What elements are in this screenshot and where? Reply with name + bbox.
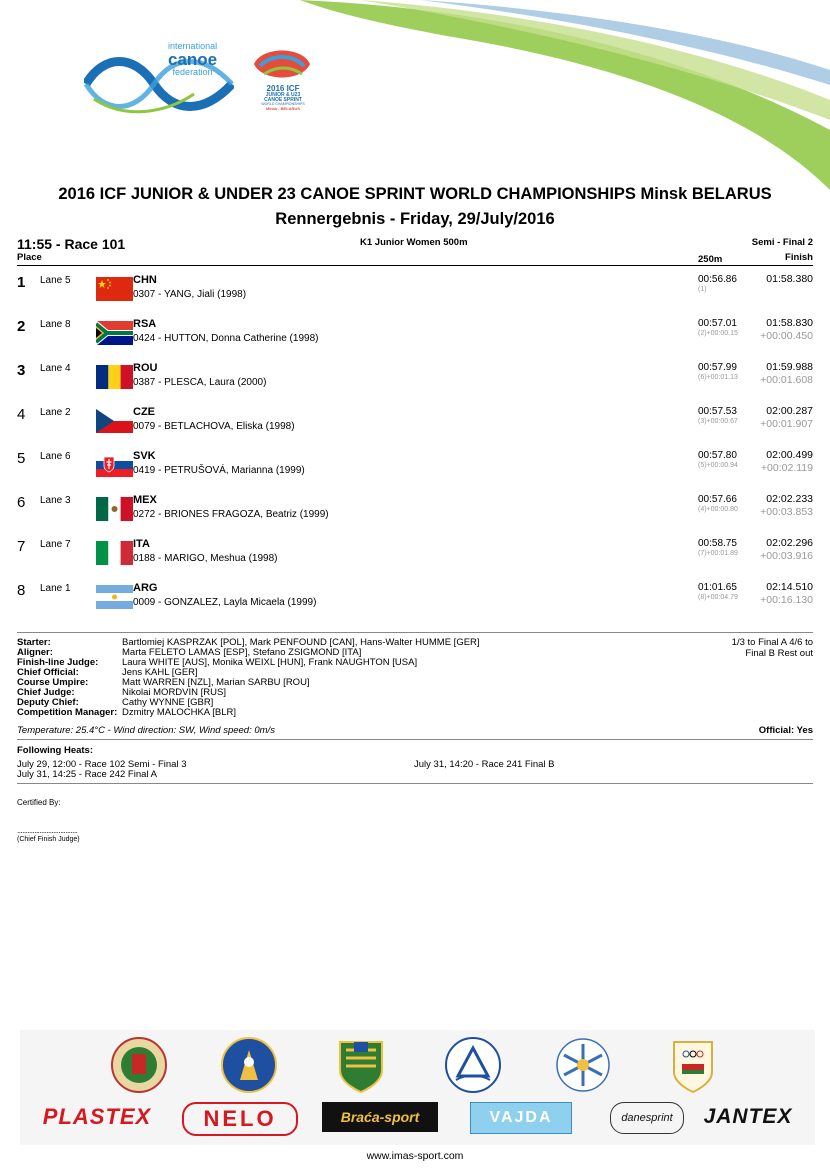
finish-diff: +00:01.907 — [760, 418, 813, 430]
coat-of-arms-emblem-icon — [110, 1036, 168, 1094]
flag-arg-icon — [96, 585, 133, 609]
sponsor-jantex-logo: JANTEX — [703, 1105, 793, 1128]
flag-ita-icon — [96, 541, 133, 565]
place: 3 — [17, 362, 26, 379]
finish-diff: +00:02.119 — [760, 462, 813, 474]
progression-line: 1/3 to Final A 4/6 to — [731, 637, 813, 648]
split-diff: (6)+00:01.13 — [698, 374, 738, 381]
result-row — [0, 534, 830, 578]
finish-diff: +00:03.916 — [760, 550, 813, 562]
place: 6 — [17, 494, 26, 511]
lane: Lane 5 — [40, 275, 71, 286]
split-diff: (8)+00:04.79 — [698, 594, 738, 601]
place: 4 — [17, 406, 26, 423]
progression-rule — [732, 637, 813, 659]
column-header-place: Place — [17, 252, 42, 263]
finish-time: 02:00.499 — [766, 449, 813, 461]
official-value: Marta FELETO LAMAS [ESP], Stefano ZSIGMOND [ITA] — [122, 647, 362, 658]
nation-code: SVK — [133, 450, 156, 462]
athlete-name: 0387 - PLESCA, Laura (2000) — [133, 377, 267, 388]
icf-logo-line: federation — [172, 67, 213, 77]
athlete-name: 0009 - GONZALEZ, Layla Micaela (1999) — [133, 597, 317, 608]
regional-shield-icon — [332, 1036, 390, 1094]
sponsor-braca-sport-logo: Braća-sport — [322, 1102, 438, 1132]
lane: Lane 7 — [40, 539, 71, 550]
official-value: Bartlomiej KASPRZAK [POL], Mark PENFOUND [CAN], Hans-Walter HUMME [GER] — [122, 637, 480, 648]
official-label: Competition Manager: — [17, 707, 118, 718]
event-logo-icon — [252, 44, 312, 84]
chief-finish-judge-label: (Chief Finish Judge) — [17, 836, 80, 843]
split-diff: (2)+00:00.15 — [698, 330, 738, 337]
lane: Lane 1 — [40, 583, 71, 594]
result-row — [0, 446, 830, 490]
place: 5 — [17, 450, 26, 467]
event-logo-line: CANOE SPRINT — [264, 97, 302, 103]
flag-svk-icon — [96, 453, 133, 477]
footer-url: www.imas-sport.com — [366, 1150, 464, 1162]
sponsor-banner — [20, 1030, 815, 1145]
finish-time: 01:58.830 — [766, 317, 813, 329]
result-row — [0, 402, 830, 446]
race-name: K1 Junior Women 500m — [360, 237, 468, 248]
lane: Lane 2 — [40, 407, 71, 418]
progression-line: Final B Rest out — [745, 648, 813, 659]
athlete-name: 0272 - BRIONES FRAGOZA, Beatriz (1999) — [133, 509, 329, 520]
following-heat: July 31, 14:25 - Race 242 Final A — [17, 769, 157, 780]
split-diff: (7)+00:01.89 — [698, 550, 738, 557]
flag-rsa-icon — [96, 321, 133, 345]
athlete-name: 0307 - YANG, Jiali (1998) — [133, 289, 247, 300]
official-label: Finish-line Judge: — [17, 657, 99, 668]
following-heat: July 31, 14:20 - Race 241 Final B — [414, 759, 555, 770]
nation-code: CZE — [133, 406, 155, 418]
document-subtitle: Rennergebnis - Friday, 29/July/2016 — [275, 210, 555, 228]
split-time: 00:57.99 — [698, 362, 737, 373]
snowflake-emblem-icon — [554, 1036, 612, 1094]
result-row — [0, 358, 830, 402]
finish-time: 02:00.287 — [766, 405, 813, 417]
following-heat: July 29, 12:00 - Race 102 Semi - Final 3 — [17, 759, 187, 770]
official-label: Chief Judge: — [17, 687, 75, 698]
split-time: 01:01.65 — [698, 582, 737, 593]
divider — [17, 265, 813, 266]
finish-time: 02:14.510 — [766, 581, 813, 593]
lane: Lane 6 — [40, 451, 71, 462]
following-heats-title: Following Heats: — [17, 745, 93, 756]
result-row — [0, 314, 830, 358]
race-phase: Semi - Final 2 — [751, 237, 813, 248]
result-row — [0, 578, 830, 622]
finish-diff: +00:03.853 — [760, 506, 813, 518]
split-diff: (4)+00:00.80 — [698, 506, 738, 513]
lane: Lane 8 — [40, 319, 71, 330]
split-time: 00:56.86 — [698, 274, 737, 285]
signature-line: ................................... — [17, 826, 78, 835]
nation-code: ITA — [133, 538, 150, 550]
flag-cze-icon — [96, 409, 133, 433]
lane: Lane 4 — [40, 363, 71, 374]
athlete-name: 0188 - MARIGO, Meshua (1998) — [133, 553, 278, 564]
event-logo-line: JUNIOR & U23 — [265, 92, 301, 98]
split-time: 00:57.01 — [698, 318, 737, 329]
weather-info: Temperature: 25.4°C - Wind direction: SW, Wind speed: 0m/s — [17, 725, 275, 736]
place: 8 — [17, 582, 26, 599]
race-time-number: 11:55 - Race 101 — [17, 236, 126, 252]
official-status: Official: Yes — [758, 725, 813, 736]
official-value: Jens KAHL [GER] — [122, 667, 198, 678]
event-logo-line: 2016 ICF — [266, 84, 300, 93]
nation-code: RSA — [133, 318, 157, 330]
sponsor-vajda-logo: VAJDA — [470, 1102, 572, 1134]
divider — [17, 783, 813, 784]
official-value: Matt WARREN [NZL], Marian SARBU [ROU] — [122, 677, 310, 688]
result-row — [0, 490, 830, 534]
divider — [17, 739, 813, 740]
sponsor-plastex-logo: PLASTEX — [42, 1104, 152, 1129]
official-label: Course Umpire: — [17, 677, 89, 688]
finish-diff: +00:01.608 — [760, 374, 813, 386]
finish-diff: +00:16.130 — [760, 594, 813, 606]
split-diff: (3)+00:00.67 — [698, 418, 738, 425]
flag-mex-icon — [96, 497, 133, 521]
official-label: Starter: — [17, 637, 51, 648]
split-time: 00:58.75 — [698, 538, 737, 549]
icf-logo-text — [168, 42, 217, 77]
nation-code: CHN — [133, 274, 157, 286]
city-emblem-icon — [220, 1036, 278, 1094]
athlete-name: 0424 - HUTTON, Donna Catherine (1998) — [133, 333, 319, 344]
nation-code: MEX — [133, 494, 157, 506]
official-value: Dzmitry MALOCHKA [BLR] — [122, 707, 237, 718]
official-value: Laura WHITE [AUS], Monika WEIXL [HUN], Frank NAUGHTON [USA] — [122, 657, 418, 668]
athlete-name: 0079 - BETLACHOVA, Eliska (1998) — [133, 421, 295, 432]
split-diff: (5)+00:00.94 — [698, 462, 738, 469]
nation-code: ARG — [133, 582, 158, 594]
divider — [17, 632, 813, 633]
official-label: Chief Official: — [17, 667, 79, 678]
finish-time: 01:58.380 — [766, 273, 813, 285]
place: 7 — [17, 538, 26, 555]
column-header-finish: Finish — [785, 252, 813, 263]
nation-code: ROU — [133, 362, 158, 374]
finish-time: 02:02.296 — [766, 537, 813, 549]
olympic-committee-emblem-icon — [664, 1036, 722, 1094]
result-row — [0, 270, 830, 314]
lane: Lane 3 — [40, 495, 71, 506]
official-label: Aligner: — [17, 647, 53, 658]
finish-time: 01:59.988 — [766, 361, 813, 373]
event-logo-text — [254, 85, 312, 111]
athlete-name: 0419 - PETRUŠOVÁ, Marianna (1999) — [133, 465, 305, 476]
event-logo-line: Minsk , BELARUS — [265, 105, 300, 111]
icf-logo-line: canoe — [168, 50, 218, 69]
split-time: 00:57.53 — [698, 406, 737, 417]
split-time: 00:57.66 — [698, 494, 737, 505]
icf-logo-line: international — [168, 41, 218, 51]
place: 2 — [17, 318, 26, 335]
official-value: Cathy WYNNE [GBR] — [122, 697, 214, 708]
certified-by-label: Certified By: — [17, 798, 61, 807]
federation-emblem-icon — [444, 1036, 502, 1094]
place: 1 — [17, 274, 26, 291]
column-header-250m: 250m — [698, 254, 723, 265]
finish-time: 02:02.233 — [766, 493, 813, 505]
flag-rou-icon — [96, 365, 133, 389]
flag-chn-icon — [96, 277, 133, 301]
sponsor-nelo-logo: NELO — [182, 1102, 298, 1136]
sponsor-danesprint-logo: danesprint — [610, 1102, 684, 1134]
event-logo-line: WORLD CHAMPIONSHIPS — [261, 102, 305, 106]
official-value: Nikolai MORDVIN [RUS] — [122, 687, 226, 698]
split-diff: (1) — [698, 286, 707, 293]
split-time: 00:57.80 — [698, 450, 737, 461]
finish-diff: +00:00.450 — [760, 330, 813, 342]
official-label: Deputy Chief: — [17, 697, 79, 708]
event-title: 2016 ICF JUNIOR & UNDER 23 CANOE SPRINT WORLD CHAMPIONSHIPS Minsk BELARUS — [58, 185, 772, 203]
